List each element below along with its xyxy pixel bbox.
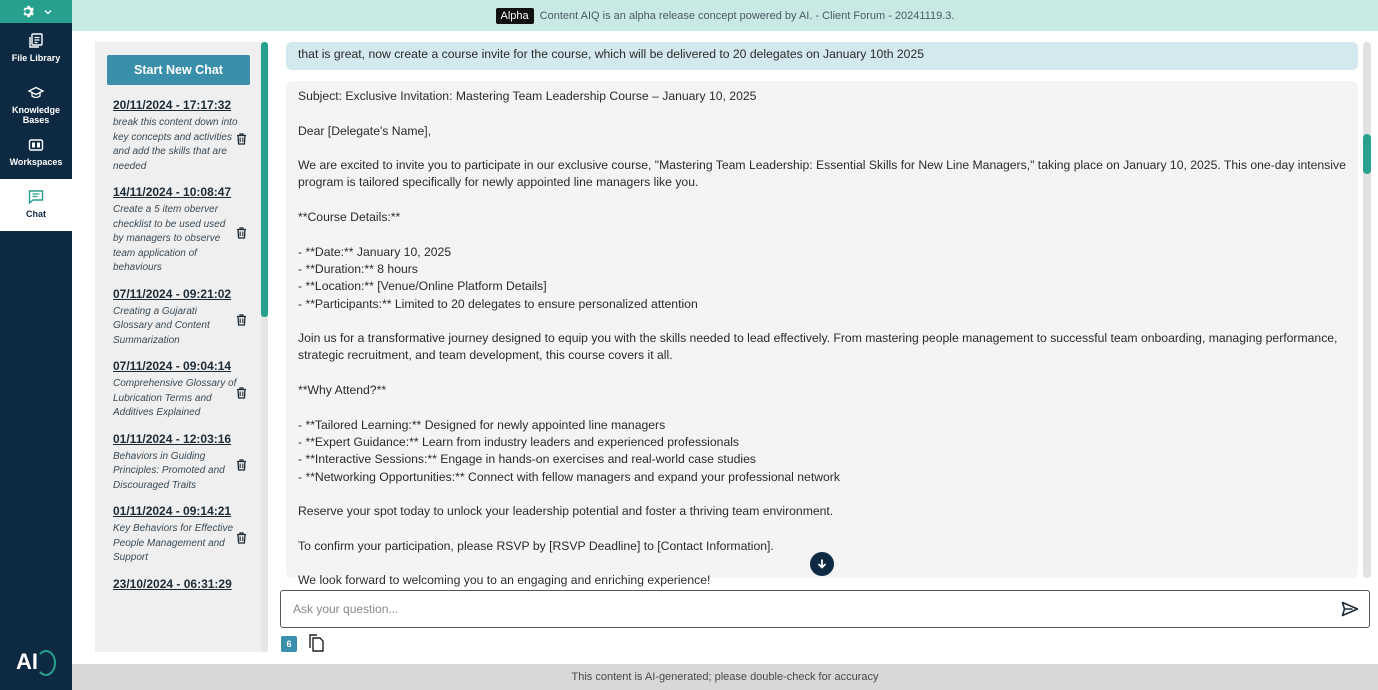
alpha-banner <box>72 0 1378 31</box>
trash-icon[interactable] <box>236 227 247 239</box>
history-item-date[interactable]: 01/11/2024 - 12:03:16 <box>113 431 232 446</box>
paragraph-gap <box>298 486 1346 503</box>
nav-knowledge-bases[interactable] <box>0 75 72 127</box>
trash-icon[interactable] <box>236 459 247 471</box>
ai-response-line: **Why Attend?** <box>298 383 387 398</box>
history-item-summary: Comprehensive Glossary of Lubrication Terms and Additives Explained <box>113 378 237 418</box>
chat-scrollbar[interactable] <box>1363 42 1371 578</box>
nav-chat[interactable] <box>0 179 72 231</box>
paragraph-gap <box>298 140 1346 157</box>
left-nav <box>0 0 72 690</box>
arrow-down-icon <box>816 558 828 570</box>
nav-file-library-label: File Library <box>11 53 61 63</box>
history-item-date[interactable]: 07/11/2024 - 09:21:02 <box>113 286 232 301</box>
history-item-summary: Creating a Gujarati Glossary and Content Summarization <box>113 305 210 346</box>
logo-q-mark <box>36 650 56 676</box>
history-item-date[interactable]: 01/11/2024 - 09:14:21 <box>113 504 232 518</box>
paragraph-gap <box>298 192 1346 209</box>
nav-workspaces-label: Workspaces <box>9 157 63 167</box>
history-item[interactable] <box>113 504 255 566</box>
ai-response-line: Reserve your spot today to unlock your leadership potential and foster a thriving team environment. <box>298 504 834 519</box>
nav-knowledge-bases-label: Knowledge Bases <box>11 105 60 125</box>
ai-response-line: - **Date:** January 10, 2025 <box>298 244 452 259</box>
history-item-date[interactable]: 14/11/2024 - 10:08:47 <box>113 185 232 199</box>
paragraph-gap <box>298 520 1346 537</box>
workspaces-icon <box>28 137 44 153</box>
paragraph-gap <box>298 226 1346 243</box>
trash-icon[interactable] <box>236 532 247 544</box>
banner-text: Content AIQ is an alpha release concept powered by AI. - Client Forum - 20241119.3. <box>539 9 955 22</box>
ai-response-line: Join us for a transformative journey designed to equip you with the skills needed to lead effectively. From mastering people management to successful team onboarding, managing performance, strategic recruitment, and team development, this course covers it all. <box>298 331 1338 363</box>
nav-workspaces[interactable] <box>0 127 72 179</box>
history-item[interactable] <box>113 577 255 591</box>
history-item[interactable] <box>113 359 255 421</box>
chat-history-panel <box>95 42 261 652</box>
aiq-logo <box>0 649 72 676</box>
nav-chat-label: Chat <box>26 209 46 219</box>
chat-icon <box>28 189 44 205</box>
history-item[interactable] <box>113 287 255 349</box>
paragraph-gap <box>298 105 1346 122</box>
ai-response <box>286 81 1358 588</box>
ai-response-line: - **Expert Guidance:** Learn from industry leaders and experienced professionals <box>298 434 740 449</box>
history-item-date[interactable]: 07/11/2024 - 09:04:14 <box>113 359 232 373</box>
chat-scrollbar-thumb[interactable] <box>1363 134 1371 174</box>
start-new-chat-button[interactable]: Start New Chat <box>107 55 250 85</box>
paragraph-gap <box>298 313 1346 330</box>
nav-file-library[interactable] <box>0 23 72 75</box>
history-item[interactable] <box>113 185 255 276</box>
question-input[interactable] <box>281 591 1301 627</box>
paragraph-gap <box>298 365 1346 382</box>
ai-response-line: - **Duration:** 8 hours <box>298 261 418 276</box>
file-library-icon <box>28 33 44 49</box>
chat-history-list <box>113 98 255 602</box>
ai-response-line: To confirm your participation, please RSVP by [RSVP Deadline] to [Contact Information]. <box>298 538 774 553</box>
gear-icon <box>21 5 34 18</box>
history-item-summary: Create a 5 item oberver checklist to be used used by managers to observe team application of behaviours <box>113 204 226 273</box>
paragraph-gap <box>298 399 1346 416</box>
ai-response-line: - **Networking Opportunities:** Connect with fellow managers and expand your professional network <box>298 469 840 484</box>
ai-response-line: - **Interactive Sessions:** Engage in hands-on exercises and real-world case studies <box>298 452 756 467</box>
ai-disclaimer-footer: This content is AI-generated; please double-check for accuracy <box>72 664 1378 690</box>
ai-response-line: Subject: Exclusive Invitation: Mastering Team Leadership Course – January 10, 2025 <box>298 89 757 103</box>
history-item-date[interactable]: 23/10/2024 - 06:31:29 <box>113 576 232 591</box>
ai-response-line: We look forward to welcoming you to an engaging and enriching experience! <box>298 573 711 588</box>
history-item-summary: break this content down into key concepts and activities and add the skills that are needed <box>113 117 238 172</box>
ai-response-line: **Course Details:** <box>298 210 401 225</box>
history-item[interactable] <box>113 432 255 494</box>
history-item-date[interactable]: 20/11/2024 - 17:17:32 <box>113 98 232 112</box>
send-icon[interactable] <box>1341 601 1359 617</box>
trash-icon[interactable] <box>236 133 247 145</box>
history-item-summary: Key Behaviors for Effective People Management and Support <box>113 523 234 563</box>
history-item[interactable] <box>113 98 255 174</box>
settings-menu[interactable] <box>0 0 72 23</box>
question-input-box <box>280 590 1370 628</box>
scroll-to-bottom-button[interactable] <box>810 552 834 576</box>
graduation-cap-icon <box>28 85 44 101</box>
attachment-count-badge[interactable]: 6 <box>281 636 297 652</box>
alpha-badge: Alpha <box>496 8 534 24</box>
ai-response-line: We are excited to invite you to participate in our exclusive course, "Mastering Team Leadership: Essential Skills for New Line Managers," taking place on January 10, 2025. This one-day intensive program is tailored specifically for newly appointed line managers like you. <box>298 158 1346 190</box>
ai-response-line: - **Location:** [Venue/Online Platform Details] <box>298 279 547 294</box>
history-scrollbar-thumb[interactable] <box>261 42 268 317</box>
history-scrollbar[interactable] <box>261 42 268 652</box>
ai-response-line: - **Participants:** Limited to 20 delegates to ensure personalized attention <box>298 296 698 311</box>
chevron-down-icon <box>44 8 52 16</box>
ai-response-line: - **Tailored Learning:** Designed for newly appointed line managers <box>298 417 666 432</box>
trash-icon[interactable] <box>236 387 247 399</box>
history-item-summary: Behaviors in Guiding Principles: Promoted and Discouraged Traits <box>113 450 225 491</box>
logo-text: AI <box>16 648 38 674</box>
user-message: that is great, now create a course invite for the course, which will be delivered to 20 delegates on January 10th 2025 <box>286 42 1358 70</box>
documents-icon[interactable] <box>308 634 324 652</box>
trash-icon[interactable] <box>236 314 247 326</box>
ai-response-line: Dear [Delegate's Name], <box>298 123 432 138</box>
